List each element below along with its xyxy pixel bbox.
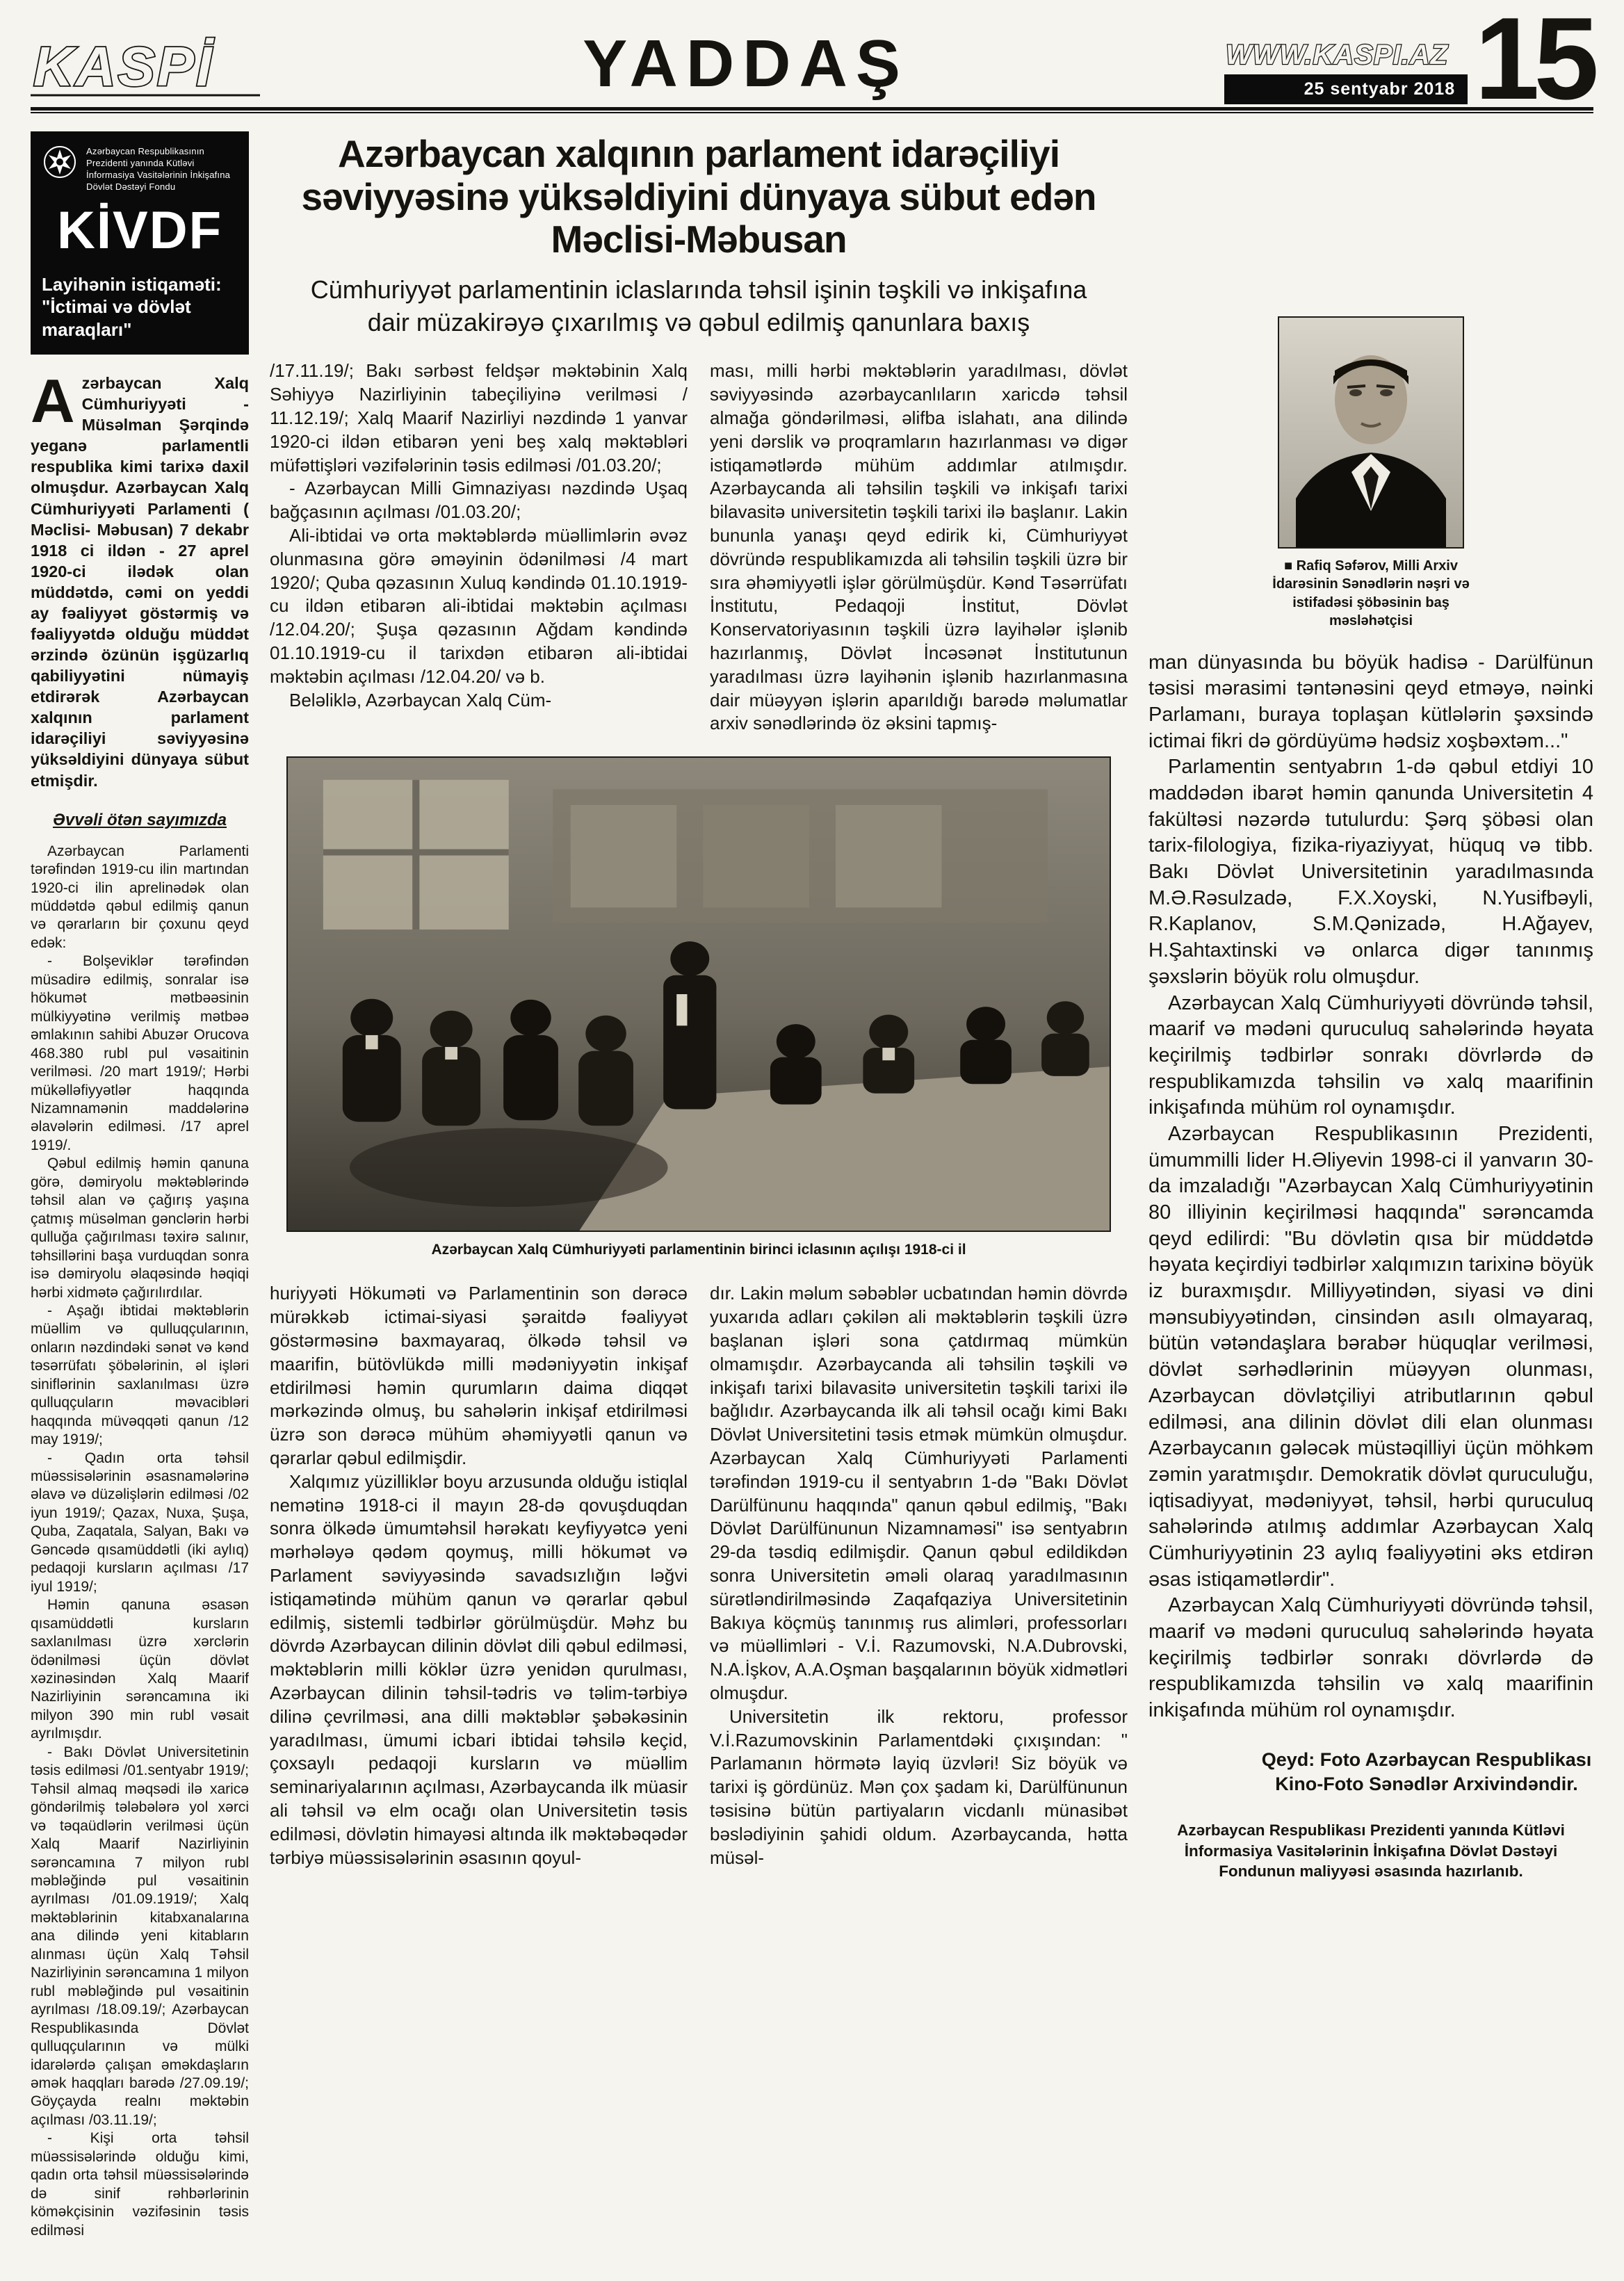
column-1-text [31,843,249,2240]
kaspi-logo-graphic [31,31,267,101]
paragraph: Beləliklə, Azərbaycan Xalq Cüm- [289,689,552,711]
column-3-bottom-text [710,1282,1128,1869]
paragraph: /17.11.19/; Bakı sərbəst feldşər məktəbinin Xalq Səhiyyə Nazirliyinin tabeçiliyinə verilməsi / 11.12.19/; Xalq Maarif Nazirliyi nəzdində 1 yanvar 1920-ci ildən etibarən yeni beş xalq məktəbləri müfəttişləri vəzifələrinin təsis edilməsi /01.03.20/; [270,360,688,476]
kivdf-direction-label: Layihənin istiqaməti: [42,273,222,295]
date-badge: 25 sentyabr 2018 [1224,74,1468,104]
parliament-photo-caption: Azərbaycan Xalq Cümhuriyyəti parlamentinin birinci iclasının açılışı 1918-ci il [431,1242,966,1258]
column-3-top-text [710,359,1128,736]
continuation-heading: Əvvəli ötən sayımızda [52,810,227,829]
paragraph: Azərbaycan Xalq Cümhuriyyəti dövründə təhsil, maarif və mədəni quruculuq sahələrində həyata keçirilmiş tədbirlər sonrakı dövrlərdə də respublikamızda təhsilin və xalq maarifinin inkişafında mühüm rol oynamışdır. [1148,991,1593,1119]
lead-paragraph [31,366,249,791]
portrait-photo-image [1279,318,1463,547]
website-logo-text: WWW.KASPI.AZ [1226,40,1449,70]
paragraph: Azərbaycan Respublikasının Prezidenti, ümummilli lider H.Əliyevin 1998-ci il yanvarın 30-da imzaladığı "Azərbaycan Xalq Cümhuriyyətinin 80 illiyinin keçirilməsi haqqında" sərəncamda qeyd edilirdi: "Bu dövlətin qısa bir müddətdə həyata keçirdiyi tədbirlər xalqımızın tarixinə böyük iz buraxmışdır. Milliyyətindən, siyasi və dini mənsubiyyətindən, cinsindən asılı olmayaraq, bütün vətəndaşlara bərabər hüquqlar verilməsi, dövlət sərhədlərinin müəyyən olunması, Azərbaycan dövlətçiliyi atributlarının qəbul edilməsi, ana dilinin dövlət dili elan olunması Azərbaycanın gələcək müstəqilliyi üçün möhkəm zəmin yaratmışdır. Demokratik dövlət quruculuğu, iqtisadiyyat, mədəniyyət, təhsil, hərbi quruculuq sahələrində atılmış addımlar Azərbaycan Xalq Cümhuriyyətinin 23 aylıq fəaliyyətini əks etdirən əsas istiqamətlərdir". [1148,1122,1593,1591]
parliament-photo-image [288,758,1110,1231]
page-number: 15 [1475,0,1593,124]
center-columns-bottom [270,1282,1128,1869]
left-column [31,131,249,2240]
article-body [0,113,1624,2240]
section-title: YADDAŞ [583,26,909,101]
paragraph: man dünyasında bu böyük hadisə - Darülfünun təsisi mərasimi təntənəsini qeyd etməyə, nəinki Parlamanı, buraya toplaşan kütlələrin şəxsində ictimai fikri də gördüyümə hədsiz xoşbəxtəm..." [1148,651,1593,752]
column-4-text [1148,650,1593,1724]
website-logo [1224,38,1468,71]
portrait-photo [1278,316,1464,549]
column-2-top-text [270,359,688,736]
parliament-photo-figure [286,756,1111,1260]
paragraph: Xalqımız yüzilliklər boyu arzusunda olduğu istiqlal nemətinə 1918-ci il mayın 28-də qovuşduqdan sonra ölkədə ümumtəhsil hərəkatı keyfiyyətcə yeni mərhələyə qədəm qoymuş, milli hökumət və Parlament səviyyəsində savadsızlığın ləğvi istiqamətində mühüm qanun və qərarlar qəbul edilmiş, sistemli tədbirlər görülmüşdür. Məhz bu dövrdə Azərbaycan dilinin dövlət dili qəbul edilməsi, məktəblərin milli köklər üzrə yenidən qurulması, Azərbaycan dilinin təhsil-tədris və təlim-tərbiyə dilinə çevrilməsi, ana dilli məktəblər şəbəkəsinin yaradılması, ümumi icbari ibtidai təhsilə keçid, çoxsaylı pedaqoji kursların və müəllim seminariyalarının açılması, Azərbaycanda ilk müasir ali təhsil və elm ocağı olan Universitetin təsis edilməsi, dövlətin himayəsi altında ilk məktəbəqədər tərbiyə müəssisələrinin əsasının qoyul- [270,1470,688,1868]
paragraph: Qəbul edilmiş həmin qanuna görə, dəmiryolu məktəblərində təhsil alan və çağırış yaşına çatmış müsəlman gənclərin hərbi qulluğa çağırılması təxirə salınır, təhsillərini başa vurduqdan sonra isə dəmiryolu əlaqəsində həqiqi hərbi xidmətə çağırılırdılar. [31,1155,249,1301]
page-header [0,0,1624,124]
column-2-bottom-text [270,1282,688,1869]
kaspi-logo-text: KASPİ [33,35,214,97]
center-columns-top [270,359,1128,736]
paragraph: - Bolşeviklər tərəfindən müsadirə edilmiş, sonralar isə hökumət mətbəəsinin mülkiyyətinə verilmiş mətbəə əmlakının sahibi Abuzər Orucova 468.380 rubl pul vəsaitinin verilməsi. /20 mart 1919/; Hərbi mükəlləfiyyətlər haqqında Nizamnamənin maddələrinə əlavələrin edilməsi. /17 aprel 1919/. [31,953,249,1153]
header-right-cluster [1224,0,1593,124]
paragraph: dır. Lakin məlum səbəblər ucbatından həmin dövrdə yuxarıda adları çəkilən ali məktəblərin təşkili üzrə başlanan işləri sona çatdırmaq mümkün olmamışdır. Azərbaycanda ali təhsilin təşkili və inkişafı tarixi bilavasitə universitetin təşkili tarixi ilə bağlıdır. Azərbaycanda ilk ali təhsil ocağı kimi Bakı Dövlət Universitetini təsis etmək mümkün olmuşdur. Azərbaycan Xalq Cümhuriyyəti Parlamenti tərəfindən 1919-cu il sentyabrın 1-də "Bakı Dövlət Darülfünunu haqqında" qanun qəbul edilmiş, "Bakı Dövlət Darülfünunun Nizamnaməsi" isə sentyabrın 29-da təsdiq edilmişdir. Qanun qəbul edildikdən sonra Universitetin əməli olaraq yaradılmasının sürətləndirilməsində Zaqafqaziya Universitetinin Bakıya köçmüş tanınmış rus alimləri, professorları və müəllimləri - V.İ. Razumovski, N.A.Dubrovski, N.A.İşkov, A.A.Oşman başqalarının böyük xidmətləri olmuşdur. [710,1283,1128,1704]
photo-credit-note: Qeyd: Foto Azərbaycan Respublikası Kino-Foto Sənədlər Arxivindəndir. [1261,1748,1592,1794]
headline: Azərbaycan xalqının parlament idarəçiliyi səviyyəsinə yüksəldiyini dünyaya sübut edən Məclisi-Məbusan [301,132,1096,261]
paragraph: Azərbaycan Xalq Cümhuriyyəti dövründə təhsil, maarif və mədəni quruculuq sahələrində həyata keçirilmiş tədbirlər sonrakı dövrlərdə də respublikamızda təhsilin və xalq maarifinin inkişafında mühüm rol oynamışdır. [1148,1594,1593,1722]
funding-footer: Azərbaycan Respublikası Prezidenti yanında Kütləvi İnformasiya Vasitələrinin İnkişafına Dövlət Dəstəyi Fondunun maliyyəsi əsasında hazırlanıb. [1177,1821,1565,1881]
paragraph: Parlamentin sentyabrın 1-də qəbul etdiyi 10 maddədən ibarət həmin qanunda Universitetin 4 fakültəsi nəzərdə tutulurdu: Şərq şöbəsi olan tarix-filologiya, fizika-riyaziyyat, hüquq və tibb. Bakı Dövlət Universitetinin yaradılmasında M.Ə.Rəsulzadə, F.X.Xoyski, N.Yusifbəyli, R.Kaplanov, S.M.Qənizadə, H.Ağayev, H.Şahtaxtinski və onlarca digər tanınmış şəxslərin böyük rolu olmuşdur. [1148,756,1593,988]
subheadline: Cümhuriyyət parlamentinin iclaslarında təhsil işinin təşkili və inkişafına dair müzakirəyə çıxarılmış və qəbul edilmiş qanunlara baxış [310,275,1087,336]
kaspi-logo [31,31,267,104]
portrait-caption: ■ Rafiq Səfərov, Milli Arxiv İdarəsinin Sənədlərin nəşri və istifadəsi şöbəsinin baş məsləhətçisi [1272,558,1470,629]
paragraph: huriyyəti Hökuməti və Parlamentinin son dərəcə mürəkkəb ictimai-siyasi şəraitdə fəaliyyət göstərməsinə baxmayaraq, ölkədə təhsil və maarifin, bütövlükdə milli mədəniyyətin inkişaf etdirilməsi həmin qurumların daima diqqət mərkəzində olmuş, bu sahələrin inkişaf etdirilməsi üzrə son dərəcə mühüm əhəmiyyətli qanun və qərarlar qəbul edilmişdir. [270,1283,688,1469]
paragraph: - Azərbaycan Milli Gimnaziyası nəzdində Uşaq bağçasının açılması /01.03.20/; [270,478,688,523]
paragraph: - Qadın orta təhsil müəssisələrinin əsasnamələrinə əlavə və düzəlişlərin edilməsi /02 iyun 1919/; Qazax, Nuxa, Şuşa, Quba, Zaqatala, Salyan, Bakı və Gəncədə qısamüddətli (iki aylıq) pedaqoji kursların açılması /17 iyul 1919/; [31,1450,249,1595]
paragraph: Universitetin ilk rektoru, professor V.İ.Razumovskinin Parlamentdəki çıxışından: " Parlamanın hörmətə layiq üzvləri! Siz böyük və tarixi iş gördünüz. Mən çox şadam ki, Darülfünunun təsisinə bütün partiyaların vicdanlı münasibət bəslədiyinin şahidi oldum. Azərbaycanda, hətta müsəl- [710,1705,1128,1868]
kivdf-fund-name: Azərbaycan Respublikasının Prezidenti yanında Kütləvi İnformasiya Vasitələrinin İnkişafına Dövlət Dəstəyi Fondu [86,146,231,192]
paragraph: - Aşağı ibtidai məktəblərin müəllim və qulluqçularının, onların nəzdindəki sənət və kənd təsərrüfatı şöbələrinin, əl işləri siniflərinin saxlanılması üzrə qulluqçuların məvacibləri haqqında müvəqqəti qanun /12 may 1919/; [31,1302,249,1448]
kivdf-header [42,144,238,193]
lead-text: zərbaycan Xalq Cümhuriyyəti - Müsəlman Şərqində yeganə parlamentli respublika kimi tarixə daxil olmuşdur. Azərbaycan Xalq Cümhuriyyəti Parlamenti ( Məclisi- Məbusan) 7 dekabr 1918 ci ildən - 27 aprel 1920-ci ilədək olan müddətdə, cəmi on yeddi ay fəaliyyət göstərmiş və fəaliyyətdə olduğu müddət ərzində özünün işgüzarlıq qabiliyyətini nümayiş etdirərək Azərbaycan xalqının parlament idarəçiliyi səviyyəsinə yüksəldiyini dünyaya sübut etmişdir. [31,374,249,790]
paragraph: Azərbaycan Parlamenti tərəfindən 1919-cu ilin martından 1920-ci ilin aprelinədək olan müddətdə qəbul edilmiş qanun və qərarların bir çoxunu qeyd edək: [31,843,249,951]
parliament-photo [286,756,1111,1232]
right-column [1148,131,1593,1882]
kivdf-acronym: KİVDF [57,200,222,260]
paragraph: - Bakı Dövlət Universitetinin təsis edilməsi /01.sentyabr 1919/; Təhsil almaq məqsədi ilə xaricə göndərilmiş tələbələrə yol xərci və təqaüdlərin verilməsi üçün Xalq Maarif Nazirliyinin sərəncamına 7 milyon rubl məbləğində pul vəsaitinin ayrılması /01.09.1919/; Xalq məktəblərinin kitabxanalarına ana dilində yeni kitabların alınması üçün Xalq Təhsil Nazirliyinin sərəncamına 1 milyon rubl məbləğində pul vəsaitinin ayrılması /18.09.19/; Azərbaycan Respublikasında Dövlət qulluqçularının və mülki idarələrdə çalışan əməkdaşların əmək haqqları barədə /27.09.19/; Göyçayda realnı məktəbin açılması /03.11.19/; [31,1744,249,2128]
portrait-photo-figure [1278,316,1464,549]
paragraph: Həmin qanuna əsasən qısamüddətli kursların saxlanılması üzrə xərclərin ödənilməsi üçün dövlət xəzinəsindən Xalq Maarif Nazirliyinin sərəncamına iki milyon 390 min rubl vəsait ayrılmışdır. [31,1597,249,1742]
kivdf-emblem-icon [42,144,78,180]
paragraph: Ali-ibtidai və orta məktəblərdə müəllimlərin əvəz olunmasına görə əməyinin ödənilməsi /4 mart 1920/; Quba qəzasının Xuluq kəndində 01.10.1919-cu ildən etibarən ali-ibtidai məktəbin açılması /12.04.20/; Şuşa qəzasının Ağdam kəndində 01.10.1919-cu il tarixdən etibarən ali-ibtidai məktəbin açılması /12.04.20/ və b. [270,524,688,687]
kivdf-direction-value: "İctimai və dövlət maraqları" [42,296,191,340]
kivdf-box [31,131,249,355]
center-section [270,131,1128,1869]
header-rule [31,107,1593,113]
paragraph: ması, milli hərbi məktəblərin yaradılması, dövlət səviyyəsində azərbaycanlıların xaricdə təhsil almağa göndərilməsi, əlifba islahatı, ana dilində yeni dərslik və proqramların hazırlanması və digər istiqamətlərdə mühüm addımlar atılmışdır. Azərbaycanda ali təhsilin təşkili və inkişafı tarixi bilavasitə universitetin təşkili tarixi ilə başlanır. Lakin bununla yanaşı qeyd edirik ki, Cümhuriyyət dövründə respublikamızda ali təhsilin təşkili üzrə bir sıra əhəmiyyətli işlər görülmüşdür. Kənd Təsərrüfatı İnstitutu, Pedaqoji İnstitut, Dövlət Konservatoriyasının təşkili üzrə layihələr işlənib hazırlanmış, Dövlət İncəsənət İnstitutunun yaradılması üzrə layihənin işlənib hazırlanmasına dair müəyyən işlərin aparıldığı barədə məlumatlar arxiv sənədlərində öz əksini tapmış- [710,360,1128,734]
paragraph: - Kişi orta təhsil müəssisələrində olduğu kimi, qadın orta təhsil müəssisələrində də sinif rəhbərlərinin köməkçisinin vəzifəsinin təsis edilməsi [31,2130,249,2239]
drop-cap: A [31,366,75,436]
